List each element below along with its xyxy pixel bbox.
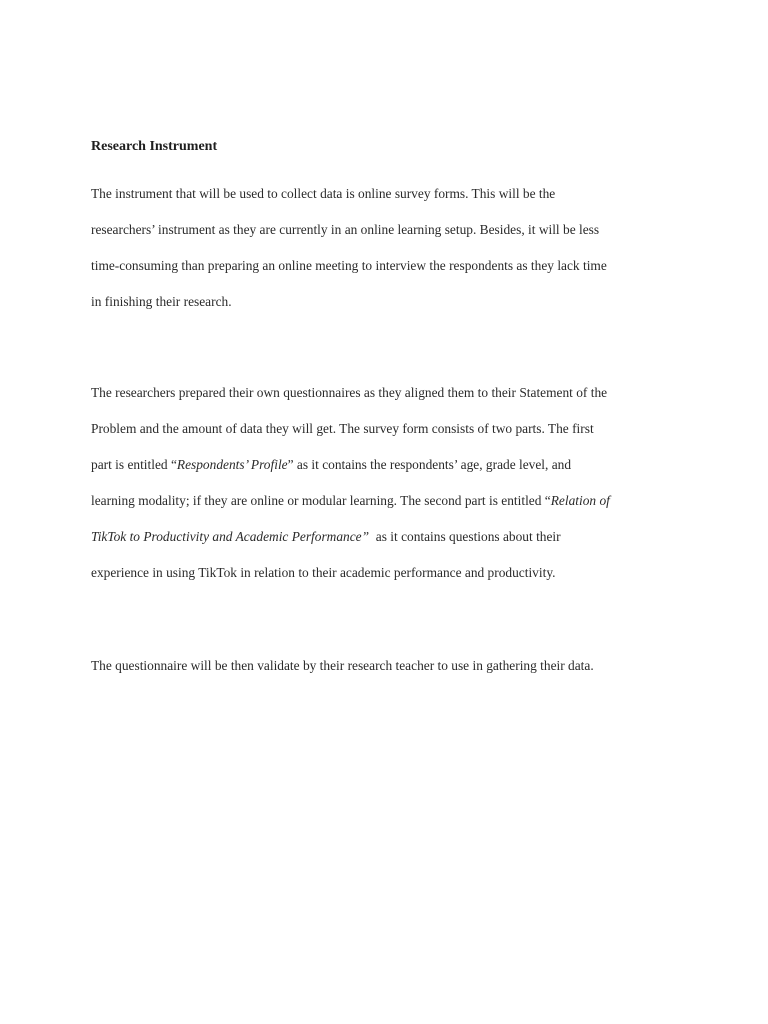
paragraph-line: Problem and the amount of data they will get. The survey form consists of two parts. The first (91, 421, 594, 436)
section-heading: Research Instrument (91, 139, 218, 154)
paragraph-line: The questionnaire will be then validate by their research teacher to use in gathering their data. (91, 658, 594, 673)
paragraph-line: researchers’ instrument as they are currently in an online learning setup. Besides, it will be less (91, 222, 600, 237)
paragraph-line: in finishing their research. (91, 294, 232, 309)
paragraph-line (91, 447, 691, 483)
paragraph-instrument (91, 176, 691, 320)
paragraph-validation (91, 648, 691, 684)
paragraph-line: The instrument that will be used to collect data is online survey forms. This will be the (91, 186, 556, 201)
part-one-title: Respondents’ Profile (176, 457, 288, 472)
part-two-title-end: TikTok to Productivity and Academic Performance” (91, 529, 370, 544)
paragraph-line (91, 519, 691, 555)
text-segment: part is entitled “ (91, 457, 177, 472)
paragraph-line: experience in using TikTok in relation to their academic performance and productivity. (91, 565, 556, 580)
paragraph-line: time-consuming than preparing an online meeting to interview the respondents as they lack time (91, 258, 607, 273)
text-segment: as it contains questions about their (369, 529, 561, 544)
paragraph-line: The researchers prepared their own questionnaires as they aligned them to their Statement of the (91, 385, 608, 400)
paragraph-questionnaire (91, 375, 691, 591)
text-segment: learning modality; if they are online or modular learning. The second part is entitled “ (91, 493, 551, 508)
text-segment: ” as it contains the respondents’ age, grade level, and (287, 457, 572, 472)
part-two-title-start: Relation of (550, 493, 610, 508)
paragraph-line (91, 483, 691, 519)
